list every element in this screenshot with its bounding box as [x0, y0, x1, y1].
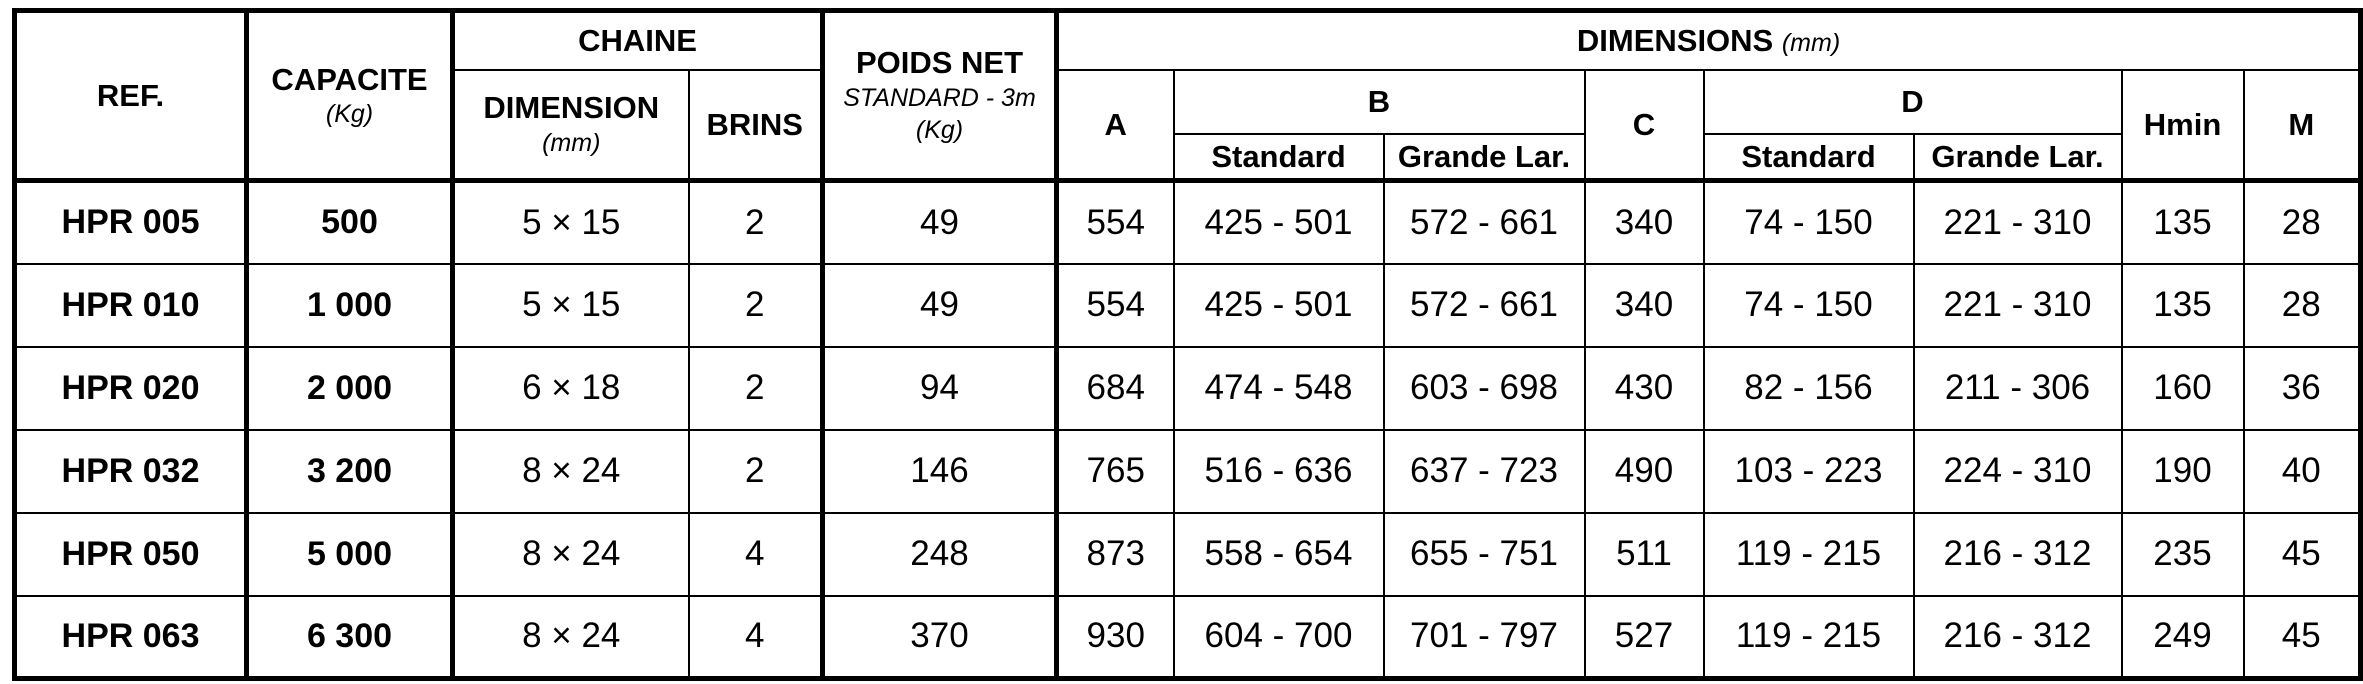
header-dimensions-unit: (mm) [1781, 29, 1841, 58]
header-c [1585, 70, 1704, 181]
cell-hmin: 135 [2122, 264, 2244, 347]
cell-b-standard: 516 - 636 [1174, 430, 1384, 513]
cell-b-grande: 655 - 751 [1384, 513, 1585, 596]
table-row [15, 596, 2361, 679]
header-poids-unit: (Kg) [915, 116, 964, 145]
cell-ref: HPR 020 [15, 347, 247, 430]
cell-poids: 146 [823, 430, 1057, 513]
cell-capacite: 500 [247, 181, 453, 264]
header-capacite-unit: (Kg) [325, 99, 374, 128]
cell-ref: HPR 010 [15, 264, 247, 347]
header-ref [15, 11, 247, 181]
cell-d-standard: 74 - 150 [1704, 181, 1914, 264]
cell-a: 554 [1057, 181, 1174, 264]
header-a-label: A [1104, 106, 1127, 142]
header-ref-label: REF. [96, 77, 165, 113]
cell-a: 765 [1057, 430, 1174, 513]
header-d-grande-label: Grande Lar. [1931, 138, 2104, 174]
cell-hmin: 190 [2122, 430, 2244, 513]
spec-table [12, 8, 2363, 681]
cell-capacite: 5 000 [247, 513, 453, 596]
cell-d-grande: 221 - 310 [1914, 264, 2122, 347]
header-brins-label: BRINS [706, 106, 803, 142]
cell-d-standard: 119 - 215 [1704, 596, 1914, 679]
cell-d-standard: 74 - 150 [1704, 264, 1914, 347]
header-dimension-label: DIMENSION [483, 90, 660, 126]
header-d [1704, 70, 2122, 134]
cell-b-grande: 701 - 797 [1384, 596, 1585, 679]
cell-dimension: 6 × 18 [453, 347, 689, 430]
cell-m: 45 [2244, 596, 2361, 679]
cell-poids: 49 [823, 181, 1057, 264]
header-poids-sub: STANDARD - 3m [843, 83, 1036, 112]
cell-poids: 49 [823, 264, 1057, 347]
cell-brins: 2 [689, 430, 823, 513]
cell-capacite: 6 300 [247, 596, 453, 679]
cell-b-standard: 425 - 501 [1174, 181, 1384, 264]
cell-a: 554 [1057, 264, 1174, 347]
header-dimension-unit: (mm) [542, 128, 601, 157]
header-poids-net [823, 11, 1057, 181]
header-b [1174, 70, 1585, 134]
cell-dimension: 8 × 24 [453, 513, 689, 596]
table-row [15, 347, 2361, 430]
cell-d-standard: 103 - 223 [1704, 430, 1914, 513]
header-a [1057, 70, 1174, 181]
cell-ref: HPR 063 [15, 596, 247, 679]
cell-dimension: 5 × 15 [453, 264, 689, 347]
cell-brins: 2 [689, 347, 823, 430]
cell-capacite: 2 000 [247, 347, 453, 430]
cell-a: 930 [1057, 596, 1174, 679]
header-dimension [453, 70, 689, 181]
header-d-standard-label: Standard [1741, 138, 1876, 174]
header-c-label: C [1632, 106, 1656, 142]
header-b-label: B [1367, 83, 1391, 119]
cell-dimension: 8 × 24 [453, 596, 689, 679]
cell-d-grande: 221 - 310 [1914, 181, 2122, 264]
header-brins [689, 70, 823, 181]
header-d-label: D [1901, 83, 1924, 119]
cell-d-grande: 216 - 312 [1914, 596, 2122, 679]
header-chaine [453, 11, 823, 70]
cell-poids: 248 [823, 513, 1057, 596]
cell-ref: HPR 005 [15, 181, 247, 264]
cell-b-standard: 425 - 501 [1174, 264, 1384, 347]
cell-m: 28 [2244, 264, 2361, 347]
cell-b-grande: 603 - 698 [1384, 347, 1585, 430]
header-hmin-label: Hmin [2143, 106, 2222, 142]
cell-c: 511 [1585, 513, 1704, 596]
table-body [15, 181, 2361, 679]
cell-d-grande: 216 - 312 [1914, 513, 2122, 596]
cell-hmin: 249 [2122, 596, 2244, 679]
header-b-standard [1174, 134, 1384, 181]
cell-hmin: 160 [2122, 347, 2244, 430]
cell-dimension: 8 × 24 [453, 430, 689, 513]
table-row [15, 181, 2361, 264]
header-capacite-label: CAPACITE [271, 61, 428, 97]
cell-c: 430 [1585, 347, 1704, 430]
cell-m: 28 [2244, 181, 2361, 264]
cell-dimension: 5 × 15 [453, 181, 689, 264]
cell-c: 340 [1585, 181, 1704, 264]
table-row [15, 430, 2361, 513]
header-b-grande [1384, 134, 1585, 181]
header-capacite [247, 11, 453, 181]
cell-brins: 2 [689, 264, 823, 347]
header-b-grande-label: Grande Lar. [1397, 138, 1571, 174]
header-chaine-label: CHAINE [578, 23, 697, 59]
cell-poids: 94 [823, 347, 1057, 430]
cell-m: 36 [2244, 347, 2361, 430]
table-header [15, 11, 2361, 181]
cell-d-grande: 224 - 310 [1914, 430, 2122, 513]
cell-b-standard: 604 - 700 [1174, 596, 1384, 679]
cell-c: 490 [1585, 430, 1704, 513]
header-d-standard [1704, 134, 1914, 181]
cell-a: 684 [1057, 347, 1174, 430]
cell-m: 40 [2244, 430, 2361, 513]
cell-brins: 4 [689, 596, 823, 679]
cell-d-standard: 119 - 215 [1704, 513, 1914, 596]
cell-capacite: 1 000 [247, 264, 453, 347]
cell-ref: HPR 032 [15, 430, 247, 513]
cell-b-standard: 558 - 654 [1174, 513, 1384, 596]
cell-m: 45 [2244, 513, 2361, 596]
header-b-standard-label: Standard [1211, 138, 1346, 174]
cell-c: 527 [1585, 596, 1704, 679]
header-m [2244, 70, 2361, 181]
cell-brins: 4 [689, 513, 823, 596]
cell-c: 340 [1585, 264, 1704, 347]
cell-poids: 370 [823, 596, 1057, 679]
cell-a: 873 [1057, 513, 1174, 596]
cell-capacite: 3 200 [247, 430, 453, 513]
table-row [15, 264, 2361, 347]
cell-b-grande: 637 - 723 [1384, 430, 1585, 513]
header-dimensions-label: DIMENSIONS [1576, 23, 1774, 59]
cell-hmin: 235 [2122, 513, 2244, 596]
table-row [15, 513, 2361, 596]
header-dimensions [1057, 11, 2361, 70]
header-hmin [2122, 70, 2244, 181]
cell-b-standard: 474 - 548 [1174, 347, 1384, 430]
header-poids-label: POIDS NET [855, 45, 1024, 81]
cell-b-grande: 572 - 661 [1384, 264, 1585, 347]
header-m-label: M [2288, 106, 2315, 142]
cell-d-standard: 82 - 156 [1704, 347, 1914, 430]
cell-hmin: 135 [2122, 181, 2244, 264]
cell-d-grande: 211 - 306 [1914, 347, 2122, 430]
header-d-grande [1914, 134, 2122, 181]
cell-ref: HPR 050 [15, 513, 247, 596]
cell-b-grande: 572 - 661 [1384, 181, 1585, 264]
cell-brins: 2 [689, 181, 823, 264]
